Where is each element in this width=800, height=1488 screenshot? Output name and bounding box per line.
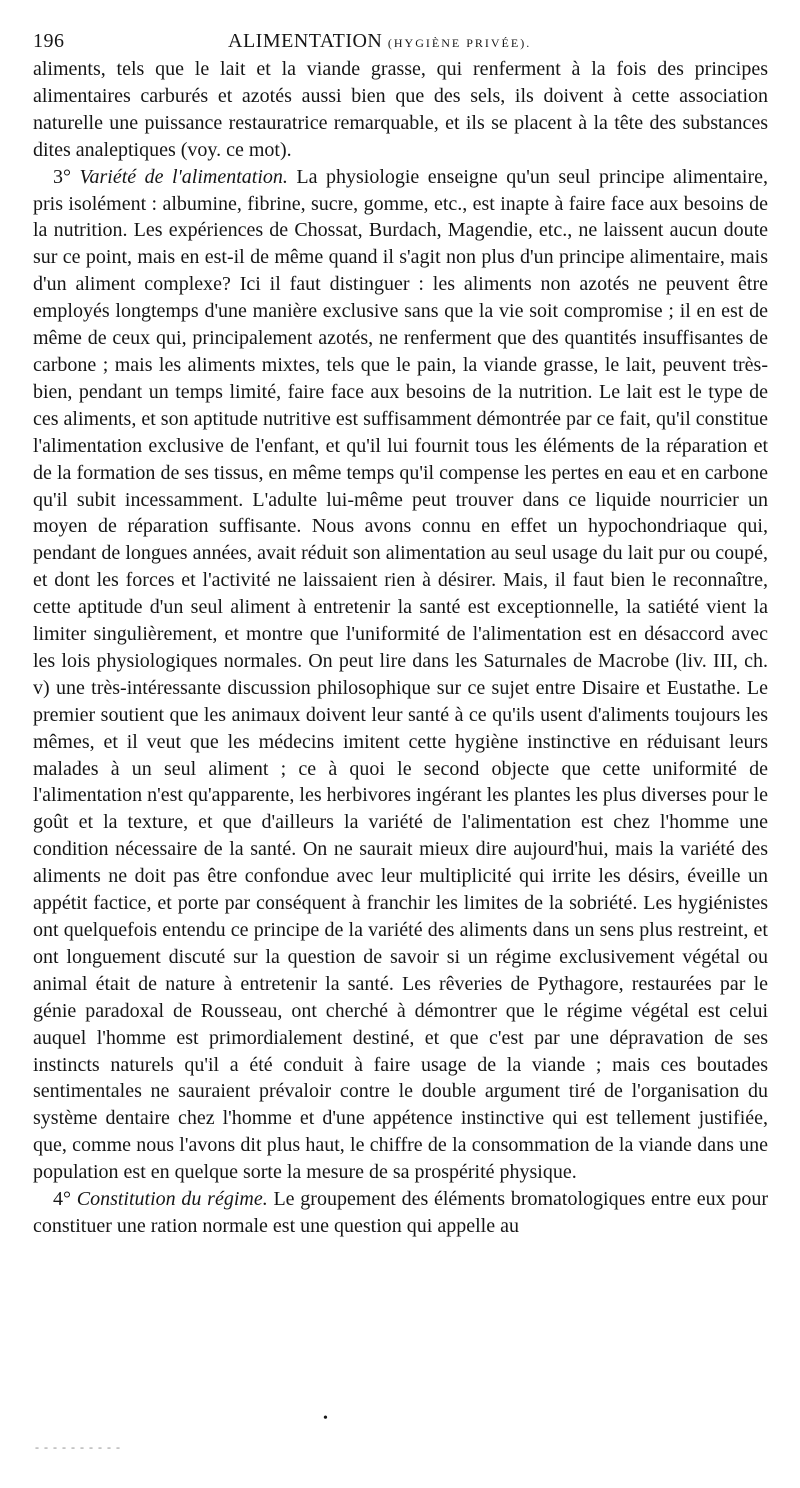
running-header bbox=[33, 20, 768, 50]
section-title-constitution: Constitution du régime. bbox=[76, 1188, 268, 1211]
body-text bbox=[33, 56, 768, 1240]
running-title bbox=[228, 30, 531, 53]
paragraph-1: aliments, tels que le lait et la viande grasse, qui renferment à la fois des principes alimentaires carburés et azotés aussi bien que des sels, ils doivent à cette association naturelle une puissance restauratrice remarquable, et ils se placent à la tête des substances dites analeptiques (voy. ce mot). bbox=[33, 58, 768, 161]
running-title-sub: (HYGIÈNE PRIVÉE). bbox=[387, 36, 532, 50]
printer-mark: • bbox=[323, 1411, 328, 1426]
section-text-constitution: Le groupement des éléments bromatologiques entre eux pour constituer une ration normale est une question qui appelle au bbox=[33, 1188, 768, 1237]
running-title-main: ALIMENTATION bbox=[228, 30, 383, 52]
section-text-variete: La physiologie enseigne qu'un seul principe alimentaire, pris isolément : albumine, fibrine, sucre, gomme, etc., est inapte à faire face aux besoins de la nutrition. Les expériences de Chossat, Burdach, Magendie, etc., ne laissent aucun doute sur ce point, mais en est-il de même quand il s'agit non plus d'un principe alimentaire, mais d'un aliment complexe? Ici il faut distinguer : les aliments non azotés ne peuvent être employés longtemps d'une manière exclusive sans que la vie soit compromise ; il en est de même de ceux qui, principalement azotés, ne renferment que des quantités insuffisantes de carbone ; mais les aliments mixtes, tels que le pain, la viande grasse, le lait, peuvent très-bien, pendant un temps limité, faire face aux besoins de la nutrition. Le lait est le type de ces aliments, et son aptitude nutritive est suffisamment démontrée par ce fait, qu'il constitue l'alimentation exclusive de l'enfant, et qu'il lui fournit tous les éléments de la réparation et de la formation de ses tissus, en même temps qu'il compense les pertes en eau et en carbone qu'il subit incessamment. L'adulte lui-même peut trouver dans ce liquide nourricier un moyen de réparation suffisante. Nous avons connu en effet un hypochondriaque qui, pendant de longues années, avait réduit son alimentation au seul usage du lait pur ou coupé, et dont les forces et l'activité ne laissaient rien à désirer. Mais, il faut bien le reconnaître, cette aptitude d'un seul aliment à entretenir la santé est exceptionnelle, la satiété vient la limiter singulièrement, et montre que l'uniformité de l'alimentation est en désaccord avec les lois physiologiques normales. On peut lire dans les Saturnales de Macrobe (liv. III, ch. v) une très-intéressante discussion philosophique sur ce sujet entre Disaire et Eustathe. Le premier soutient que les animaux doivent leur santé à ce qu'ils usent d'aliments toujours les mêmes, et il veut que les médecins imitent cette hygiène instinctive en réduisant leurs malades à un seul aliment ; ce à quoi le second objecte que cette uniformité de l'alimentation n'est qu'apparente, les herbivores ingérant les plantes les plus diverses pour le goût et la texture, et que d'ailleurs la variété de l'alimentation est chez l'homme une condition nécessaire de la santé. On ne saurait mieux dire aujourd'hui, mais la variété des aliments ne doit pas être confondue avec leur multiplicité qui irrite les désirs, éveille un appétit factice, et porte par conséquent à franchir les limites de la sobriété. Les hygiénistes ont quelquefois entendu ce principe de la variété des aliments dans un sens plus restreint, et ont longuement discuté sur la question de savoir si un régime exclusivement végétal ou animal était de nature à entretenir la santé. Les rêveries de Pythagore, restaurées par le génie paradoxal de Rousseau, ont cherché à démontrer que le régime végétal est celui auquel l'homme est primordialement destiné, et que c'est par une dépravation de ses instincts naturels qu'il a été conduit à faire usage de la viande ; mais ces boutades sentimentales ne sauraient prévaloir contre le double argument tiré de l'organisation du système dentaire chez l'homme et d'une appétence instinctive qui est tellement justifiée, que, comme nous l'avons dit plus haut, le chiffre de la consommation de la viande dans une population est en quelque sorte la mesure de sa prospérité physique. bbox=[33, 165, 768, 1184]
section-number: 4° bbox=[53, 1188, 71, 1211]
paragraph-variete bbox=[33, 164, 768, 1186]
rule-fragment: - - - - - - - - - - bbox=[35, 1440, 121, 1454]
section-title-variete: Variété de l'alimentation. bbox=[79, 165, 288, 188]
paragraph-constitution bbox=[33, 1186, 768, 1240]
page-number: 196 bbox=[33, 30, 65, 52]
section-number: 3° bbox=[53, 165, 71, 188]
